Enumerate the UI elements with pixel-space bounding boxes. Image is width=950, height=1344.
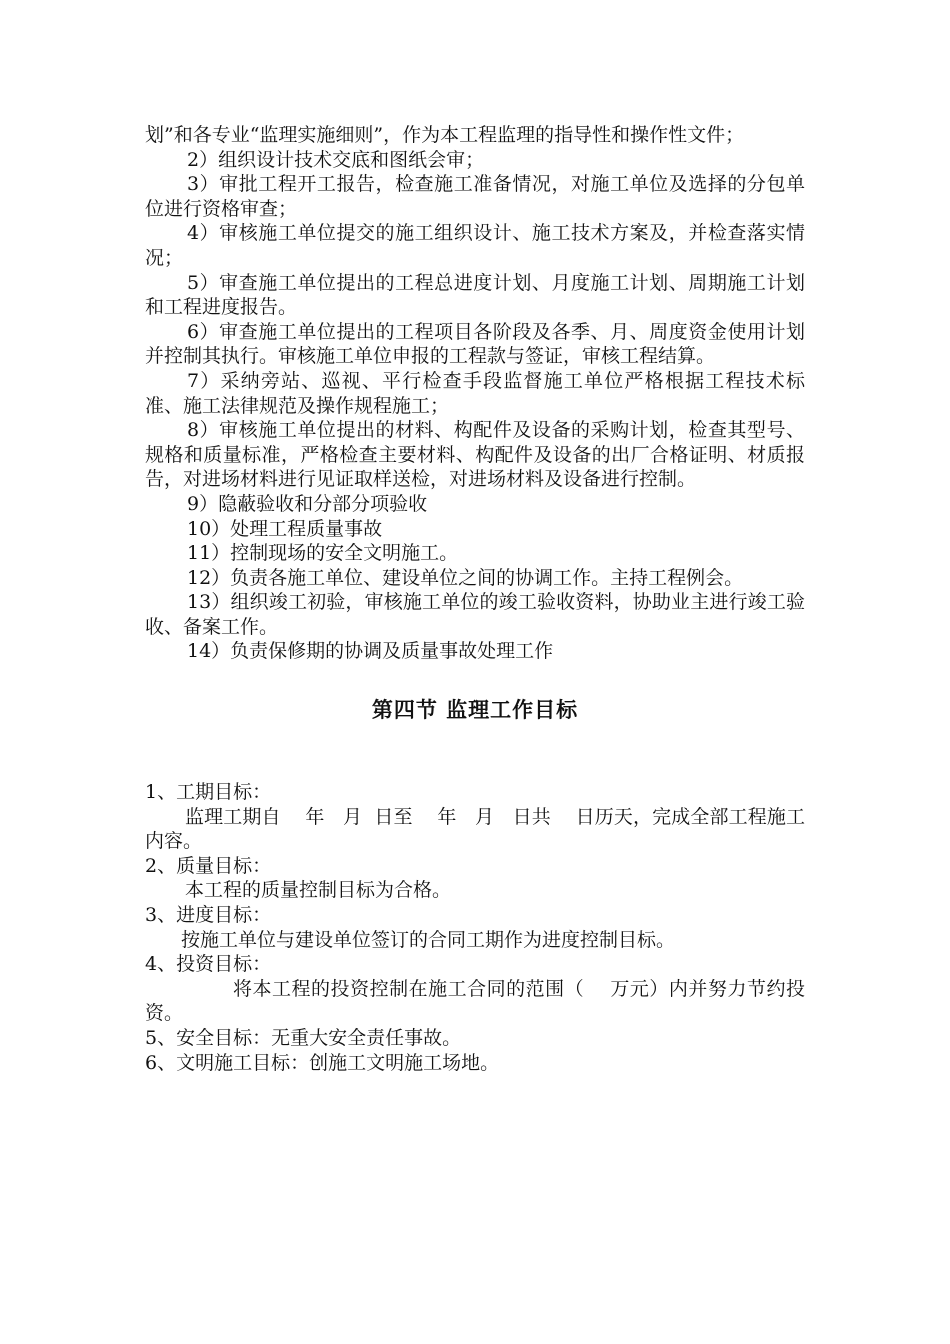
duty-item-3: 3）审批工程开工报告，检查施工准备情况，对施工单位及选择的分包单位进行资格审查； [145,173,805,220]
spacer [145,725,805,780]
goal-5: 5、安全目标：无重大安全责任事故。 [145,1027,462,1049]
goal-4-heading: 4、投资目标： [145,953,272,976]
spacer [145,664,805,695]
duty-item-13: 13）组织竣工初验，审核施工单位的竣工验收资料，协助业主进行竣工验收、备案工作。 [145,591,805,638]
duty-item-5: 5）审查施工单位提出的工程总进度计划、月度施工计划、周期施工计划和工程进度报告。 [145,271,805,319]
duty-item-12: 12）负责各施工单位、建设单位之间的协调工作。主持工程例会。 [187,566,744,589]
goal-2-body: 本工程的质量控制目标为合格。 [185,879,452,902]
document-page [145,123,805,1075]
duty-item-11: 11）控制现场的安全文明施工。 [187,542,459,565]
goal-3-heading: 3、进度目标： [145,904,272,927]
goal-3-body: 按施工单位与建设单位签订的合同工期作为进度控制目标。 [181,928,676,951]
duty-item-9: 9）隐蔽验收和分部分项验收 [187,492,428,515]
goal-2-heading: 2、质量目标： [145,854,272,877]
goal-6: 6、文明施工目标：创施工文明施工场地。 [145,1051,500,1074]
duty-item-2: 2）组织设计技术交底和图纸会审； [187,148,485,171]
duty-item-10: 10）处理工程质量事故 [187,517,383,540]
goal-1-heading: 1、工期目标： [145,781,272,804]
duty-item-14: 14）负责保修期的协调及质量事故处理工作 [187,640,554,663]
duty-item-4: 4）审核施工单位提交的施工组织设计、施工技术方案及，并检查落实情况； [145,222,805,269]
duty-item-8: 8）审核施工单位提出的材料、构配件及设备的采购计划，检查其型号、规格和质量标准，严格检查主要材料、构配件及设备的出厂合格证明、材质报告，对进场材料进行见证取样送检，对进场材料及设备进行控制。 [145,419,805,491]
section-title: 第四节 监理工作目标 [371,698,579,723]
goal-1-body: 监理工期自 年 月 日至 年 月 日共 日历天，完成全部工程施工内容。 [145,805,805,853]
goal-4-body: 将本工程的投资控制在施工合同的范围（ 万元）内并努力节约投资。 [145,977,805,1025]
duty-item-6: 6）审查施工单位提出的工程项目各阶段及各季、月、周度资金使用计划并控制其执行。审核施工单位申报的工程款与签证，审核工程结算。 [145,320,805,368]
duty-item-7: 7）采纳旁站、巡视、平行检查手段监督施工单位严格根据工程技术标准、施工法律规范及操作规程施工； [145,369,805,417]
list-continuation: 划”和各专业“监理实施细则”，作为本工程监理的指导性和操作性文件； [145,124,745,146]
